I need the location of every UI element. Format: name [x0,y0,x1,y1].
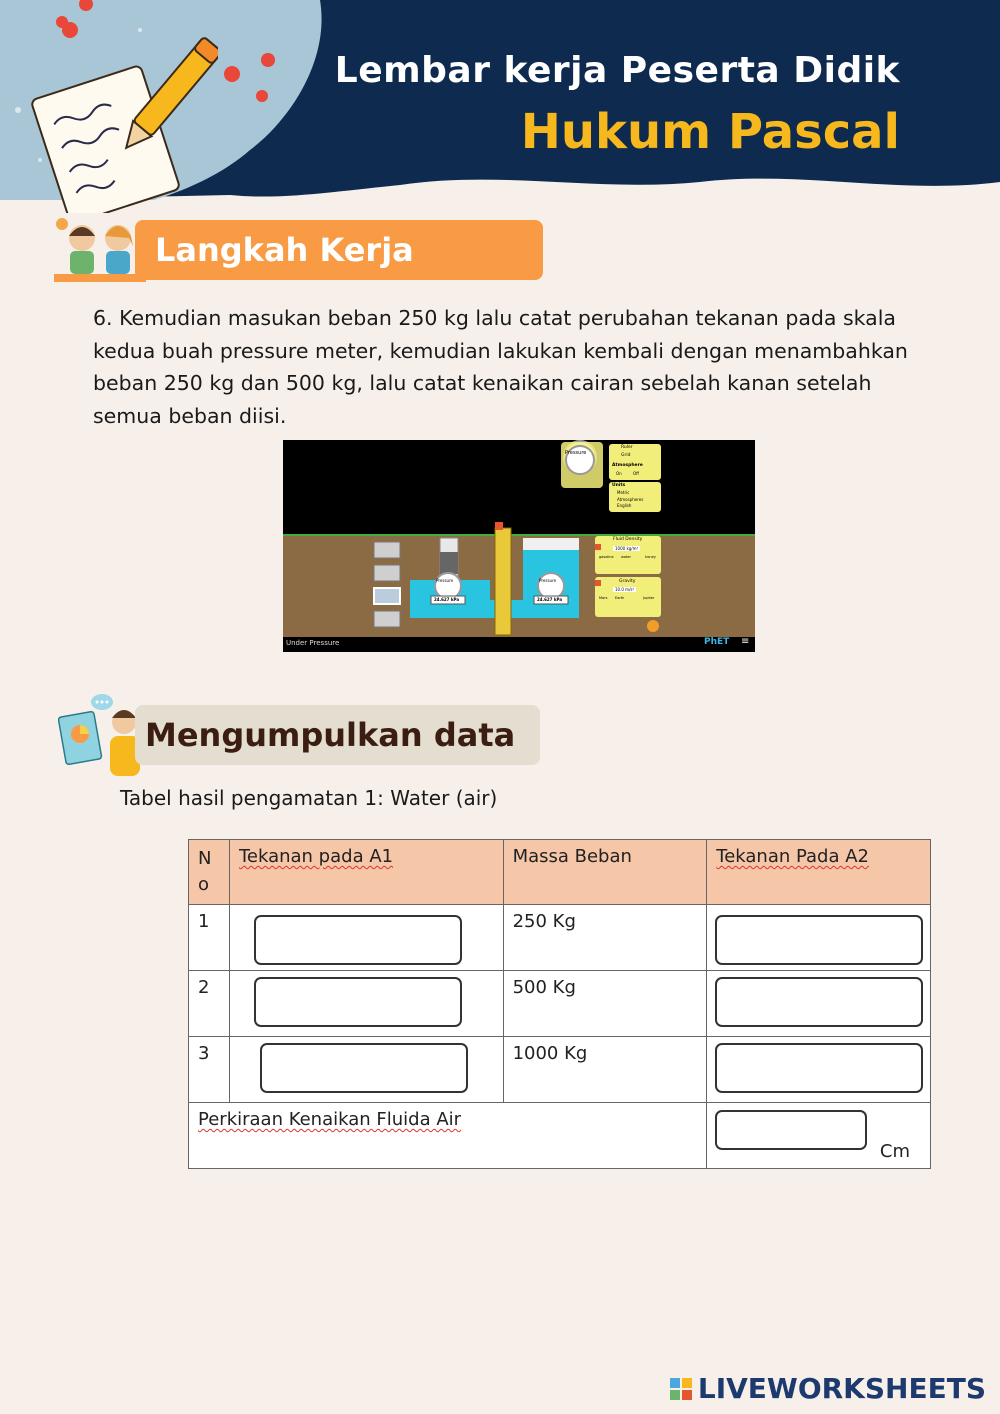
sim-ruler-checkbox: Ruler [621,445,633,450]
sim-gravity-label: Gravity [619,579,636,584]
sim-fluid-density-value: 1000 kg/m³ [615,546,639,551]
sim-gravity-mars: Mars [599,596,608,600]
table-row [189,971,931,1037]
table-row-estimate [189,1103,931,1169]
liveworksheets-icon [670,1378,692,1400]
table-caption: Tabel hasil pengamatan 1: Water (air) [120,786,498,810]
sim-units-atmospheres: Atmospheres [617,497,644,502]
sim-left-gauge-label: Pressure [436,578,454,583]
sim-right-gauge-label: Pressure [539,578,557,583]
header-tekanan-a2-text: Tekanan Pada A2 [716,846,870,867]
sim-right-pressure-reading: 24.627 kPa [537,597,563,602]
phet-simulation-screenshot [283,440,755,652]
tekanan-a1-cell [229,905,503,971]
table-row [189,1037,931,1103]
unit-cm: Cm [879,1141,910,1162]
sim-fluid-density-label: Fluid Density [613,537,643,542]
header-tekanan-a1-text: Tekanan pada A1 [238,846,394,867]
tekanan-a2-input-1[interactable] [715,915,923,965]
header-tekanan-a1 [229,840,503,905]
section-title-langkah-kerja: Langkah Kerja [135,220,543,280]
tekanan-a2-cell [707,905,931,971]
massa-beban-cell: 250 Kg [503,905,707,971]
liveworksheets-text: LIVEWORKSHEETS [697,1372,986,1405]
table-row [189,905,931,971]
sim-atmosphere-on: On [616,471,622,476]
tekanan-a2-input-3[interactable] [715,1043,923,1093]
estimate-cell [707,1103,931,1169]
observation-table [188,839,931,1169]
row-number: 3 [189,1037,230,1103]
sim-atmosphere-label: Atmosphere [612,463,643,468]
sim-density-water: water [621,555,631,559]
liveworksheets-logo [670,1372,986,1405]
row-number: 2 [189,971,230,1037]
header-tekanan-a2 [707,840,931,905]
menu-icon: ≡ [741,636,750,647]
tekanan-a1-input-3[interactable] [260,1043,468,1093]
kenaikan-fluida-input[interactable] [715,1110,867,1150]
sim-density-honey: honey [645,555,656,559]
sim-gravity-jupiter: Jupiter [643,596,655,600]
phet-logo: PhET [704,637,730,647]
sim-units-label: Units [612,483,626,488]
tekanan-a1-input-1[interactable] [254,915,462,965]
simulation-scene [283,440,755,652]
header-massa-beban: Massa Beban [503,840,707,905]
estimate-label: Perkiraan Kenaikan Fluida Air [198,1109,462,1130]
sim-units-metric: Metric [617,490,630,495]
tekanan-a2-cell [707,1037,931,1103]
sim-gravity-value: 10.0 m/s² [615,587,635,592]
worksheet-subtitle: Hukum Pascal [520,104,900,160]
sim-grid-checkbox: Grid [621,453,631,458]
section-title-mengumpulkan-data: Mengumpulkan data [135,705,540,765]
sim-left-pressure-reading: 24.627 kPa [434,597,460,602]
sim-top-gauge-label: Pressure [565,450,587,456]
sim-atmosphere-off: Off [633,471,639,476]
step-instruction: 6. Kemudian masukan beban 250 kg lalu catat perubahan tekanan pada skala kedua buah pressure meter, kemudian lakukan kembali dengan menambahkan beban 250 kg dan 500 kg, lalu catat kenaikan cairan sebelah kanan setelah semua beban diisi. [93,306,908,428]
sim-units-english: English [617,503,632,508]
tekanan-a1-cell [229,1037,503,1103]
tekanan-a2-cell [707,971,931,1037]
tekanan-a1-input-2[interactable] [254,977,462,1027]
notebook-pencil-icon [28,28,218,213]
estimate-label-cell [189,1103,707,1169]
massa-beban-cell: 1000 Kg [503,1037,707,1103]
massa-beban-cell: 500 Kg [503,971,707,1037]
worksheet-title: Lembar kerja Peserta Didik [334,50,900,91]
sim-title: Under Pressure [286,639,340,647]
tekanan-a2-input-2[interactable] [715,977,923,1027]
header-no: N o [189,840,230,905]
tekanan-a1-cell [229,971,503,1037]
sim-gravity-earth: Earth [615,596,625,600]
sim-density-gasoline: gasoline [599,555,614,559]
row-number: 1 [189,905,230,971]
